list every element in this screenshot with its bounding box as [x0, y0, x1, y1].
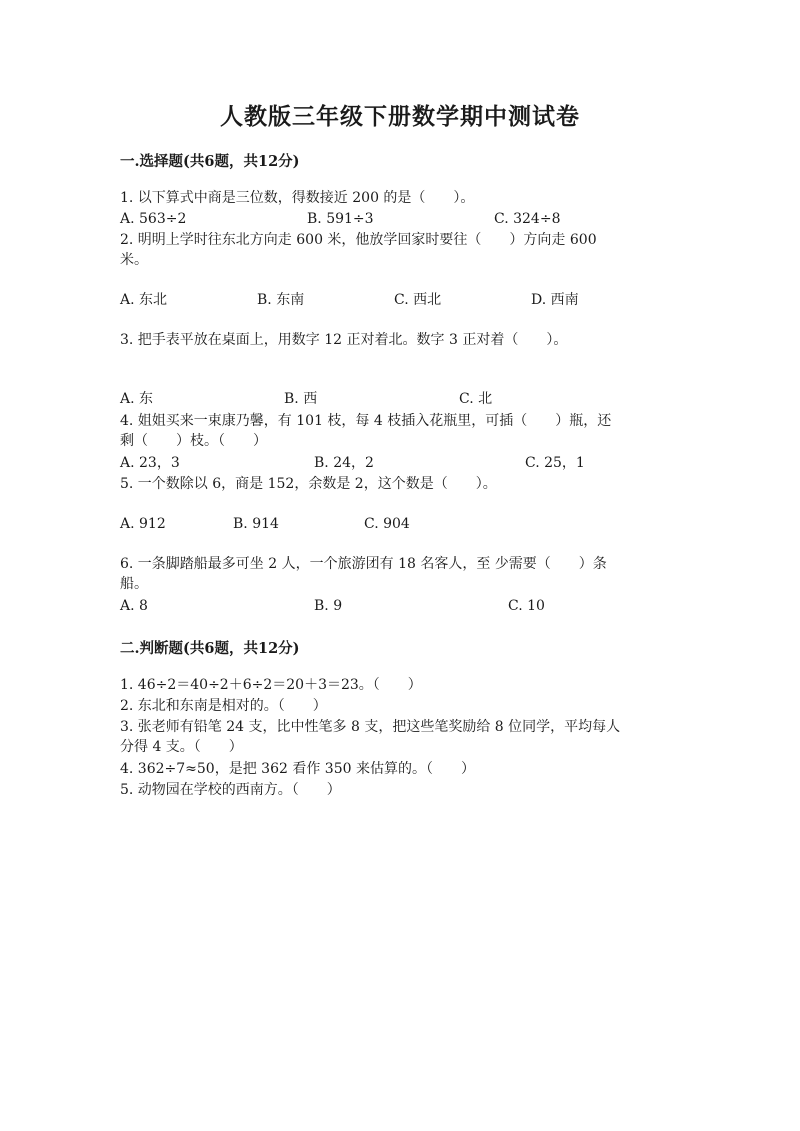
question-2-stem-line-2: 米。 [120, 252, 148, 268]
judgment-item-4: 4. 362÷7≈50，是把 362 看作 350 来估算的。（ ） [120, 761, 475, 777]
judgment-item-3-line-2: 分得 4 支。（ ） [120, 739, 243, 755]
question-4-option-a: A. 23，3 [120, 455, 180, 471]
question-1-option-a: A. 563÷2 [120, 211, 187, 227]
page-title: 人教版三年级下册数学期中测试卷 [220, 103, 580, 130]
judgment-item-2: 2. 东北和东南是相对的。（ ） [120, 698, 327, 714]
question-2-option-a: A. 东北 [120, 292, 168, 308]
question-1-option-b: B. 591÷3 [307, 211, 374, 227]
judgment-item-5: 5. 动物园在学校的西南方。（ ） [120, 782, 341, 798]
question-2-option-d: D. 西南 [531, 292, 579, 308]
question-3-option-a: A. 东 [120, 391, 154, 407]
question-3-stem: 3. 把手表平放在桌面上，用数字 12 正对着北。数字 3 正对着（ ）。 [120, 332, 568, 348]
question-5-option-a: A. 912 [120, 516, 166, 532]
judgment-item-1: 1. 46÷2＝40÷2＋6÷2＝20＋3＝23。（ ） [120, 677, 422, 693]
question-6-option-a: A. 8 [120, 598, 148, 614]
question-4-option-b: B. 24，2 [314, 455, 374, 471]
question-5-stem: 5. 一个数除以 6，商是 152，余数是 2，这个数是（ ）。 [120, 476, 497, 492]
question-4-stem-line-2: 剩（ ）枝。（ ） [120, 433, 267, 449]
question-2-stem-line-1: 2. 明明上学时往东北方向走 600 米，他放学回家时要往（ ）方向走 600 [120, 232, 597, 248]
question-2-option-c: C. 西北 [394, 292, 442, 308]
question-6-option-c: C. 10 [508, 598, 545, 614]
question-5-option-c: C. 904 [364, 516, 410, 532]
question-5-option-b: B. 914 [233, 516, 279, 532]
question-1-stem: 1. 以下算式中商是三位数，得数接近 200 的是（ ）。 [120, 190, 475, 206]
question-1-option-c: C. 324÷8 [494, 211, 561, 227]
question-3-option-b: B. 西 [284, 391, 318, 407]
question-4-option-c: C. 25，1 [525, 455, 585, 471]
question-6-option-b: B. 9 [314, 598, 343, 614]
section-heading-true-false: 二.判断题(共6题，共12分) [120, 640, 300, 657]
question-6-stem-line-1: 6. 一条脚踏船最多可坐 2 人，一个旅游团有 18 名客人，至 少需要（ ）条 [120, 556, 607, 572]
section-heading-multiple-choice: 一.选择题(共6题，共12分) [120, 153, 300, 170]
question-6-stem-line-2: 船。 [120, 576, 148, 592]
question-2-option-b: B. 东南 [257, 292, 305, 308]
question-3-option-c: C. 北 [459, 391, 493, 407]
question-4-stem-line-1: 4. 姐姐买来一束康乃馨，有 101 枝，每 4 枝插入花瓶里，可插（ ）瓶，还 [120, 413, 612, 429]
judgment-item-3-line-1: 3. 张老师有铅笔 24 支，比中性笔多 8 支，把这些笔奖励给 8 位同学，平均每人 [120, 719, 621, 735]
